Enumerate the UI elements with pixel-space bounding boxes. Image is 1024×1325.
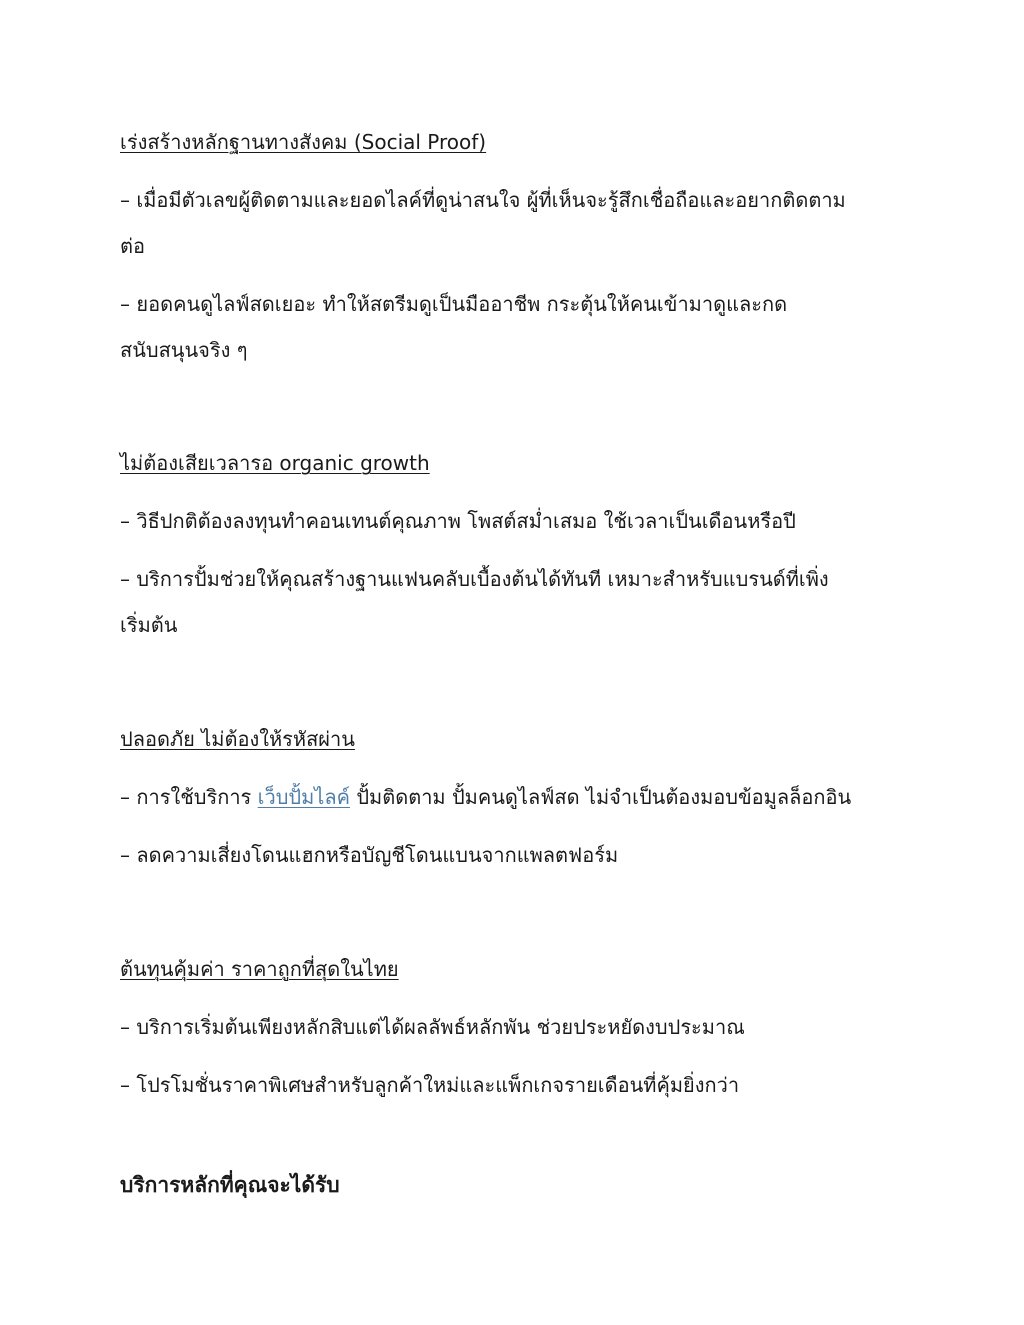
section-organic-growth-point-2-line-1: – บริการปั้มช่วยให้คุณสร้างฐานแฟนคลับเบื้องต้นได้ทันที เหมาะสำหรับแบรนด์ที่เพิ่ง	[120, 567, 829, 591]
section-value-point-1-line-1: – บริการเริ่มต้นเพียงหลักสิบแต่ได้ผลลัพธ์หลักพัน ช่วยประหยัดงบประมาณ	[120, 1015, 745, 1039]
section-safety-point-2-line-1: – ลดความเสี่ยงโดนแฮกหรือบัญชีโดนแบนจากแพลตฟอร์ม	[120, 843, 619, 867]
section-value-point-2-line-1: – โปรโมชั่นราคาพิเศษสำหรับลูกค้าใหม่และแพ็กเกจรายเดือนที่คุ้มยิ่งกว่า	[120, 1073, 740, 1097]
section-heading-value: ต้นทุนคุ้มค่า ราคาถูกที่สุดในไทย	[120, 957, 399, 981]
section-organic-growth-point-1-line-1: – วิธีปกติต้องลงทุนทำคอนเทนต์คุณภาพ โพสต์สม่ำเสมอ ใช้เวลาเป็นเดือนหรือปี	[120, 509, 796, 533]
section-safety-point-1	[120, 783, 851, 811]
section-heading-safety: ปลอดภัย ไม่ต้องให้รหัสผ่าน	[120, 727, 355, 751]
section-social-proof-point-2-line-1: – ยอดคนดูไลฟ์สดเยอะ ทำให้สตรีมดูเป็นมืออาชีพ กระตุ้นให้คนเข้ามาดูและกด	[120, 292, 788, 316]
main-services-heading: บริการหลักที่คุณจะได้รับ	[120, 1173, 340, 1197]
section-social-proof-point-2-line-2: สนับสนุนจริง ๆ	[120, 338, 248, 362]
web-pump-like-link[interactable]: เว็บปั้มไลค์	[257, 785, 350, 809]
section-organic-growth-point-2-line-2: เริ่มต้น	[120, 613, 178, 637]
section-social-proof-point-1-line-2: ต่อ	[120, 234, 145, 258]
section-safety-point-1-suffix: ปั้มติดตาม ปั้มคนดูไลฟ์สด ไม่จำเป็นต้องมอบข้อมูลล็อกอิน	[350, 785, 852, 809]
section-social-proof-point-1-line-1: – เมื่อมีตัวเลขผู้ติดตามและยอดไลค์ที่ดูน่าสนใจ ผู้ที่เห็นจะรู้สึกเชื่อถือและอยากติดตาม	[120, 188, 846, 212]
section-heading-social-proof: เร่งสร้างหลักฐานทางสังคม (Social Proof)	[120, 130, 487, 154]
section-heading-organic-growth: ไม่ต้องเสียเวลารอ organic growth	[120, 451, 430, 475]
section-safety-point-1-prefix: – การใช้บริการ	[120, 785, 258, 809]
